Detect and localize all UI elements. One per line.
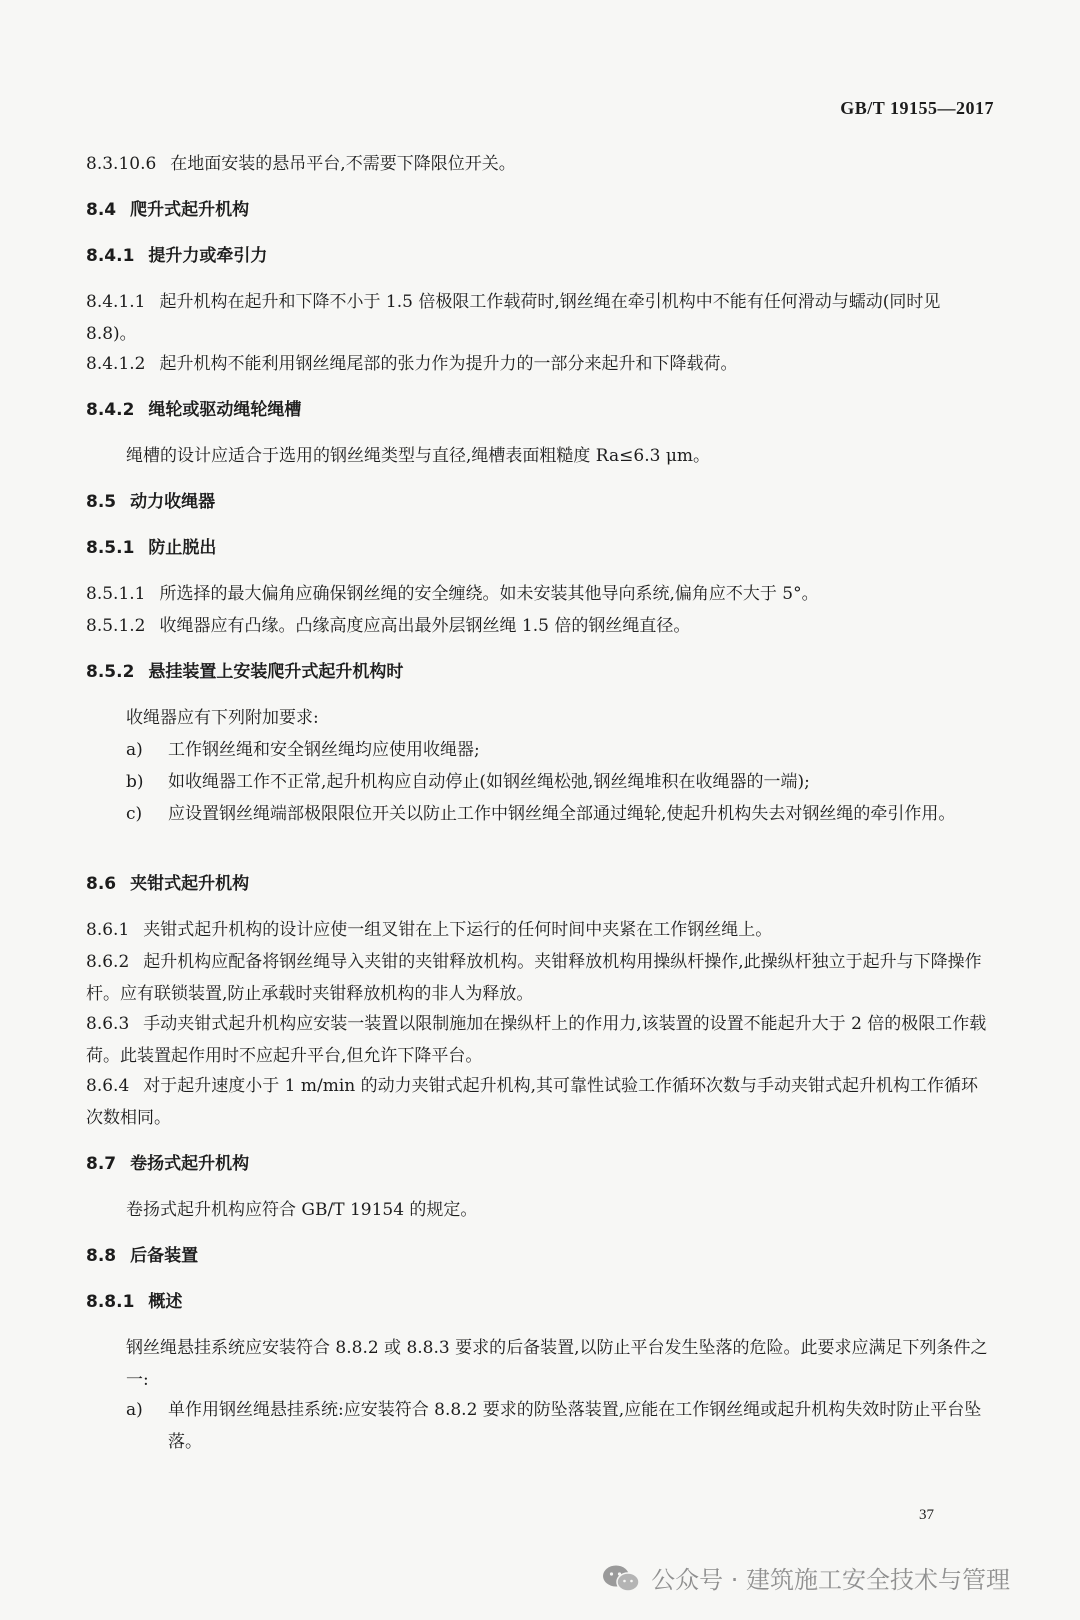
clause-number: 8.8.1: [86, 1292, 135, 1312]
clause-number: 8.5.1: [86, 538, 135, 558]
section-heading-8-5-2: [86, 656, 994, 688]
paragraph-winch-hoist: [86, 1194, 994, 1226]
clause-number: 8.6.1: [86, 920, 130, 940]
section-heading-8-5: [86, 486, 994, 518]
paragraph-groove-roughness: [86, 440, 994, 472]
clause-8-5-1-2: [86, 610, 994, 642]
list-item-text: 单作用钢丝绳悬挂系统:应安装符合 8.8.2 要求的防坠落装置,应能在工作钢丝绳或起升机构失效时防止平台坠落。: [168, 1400, 982, 1452]
clause-number: 8.6.4: [86, 1076, 130, 1096]
list-marker: a): [126, 1400, 143, 1420]
clause-8-6-2: [86, 946, 994, 1010]
list-item-text: 工作钢丝绳和安全钢丝绳均应使用收绳器;: [168, 740, 480, 760]
clause-8-6-1: [86, 914, 994, 946]
clause-text: 收绳器应有凸缘。凸缘高度应高出最外层钢丝绳 1.5 倍的钢丝绳直径。: [159, 616, 691, 636]
clause-text: 起升机构应配备将钢丝绳导入夹钳的夹钳释放机构。夹钳释放机构用操纵杆操作,此操纵杆独立于起升与下降操作杆。应有联锁装置,防止承载时夹钳释放机构的非人为释放。: [86, 952, 982, 1004]
clause-8-6-4: [86, 1070, 994, 1134]
heading-text: 动力收绳器: [130, 492, 216, 512]
clause-number: 8.5.1.1: [86, 584, 146, 604]
paragraph-additional-requirements: [86, 702, 994, 734]
standard-code: GB/T 19155—2017: [840, 98, 994, 118]
section-heading-8-6: [86, 868, 994, 900]
section-heading-8-4-1: [86, 240, 994, 272]
clause-number: 8.4: [86, 200, 117, 220]
paragraph-text: 卷扬式起升机构应符合 GB/T 19154 的规定。: [126, 1200, 478, 1220]
clause-8-4-1-1: [86, 286, 994, 350]
list-item-text: 如收绳器工作不正常,起升机构应自动停止(如钢丝绳松弛,钢丝绳堆积在收绳器的一端);: [168, 772, 810, 792]
clause-number: 8.6.2: [86, 952, 130, 972]
heading-text: 卷扬式起升机构: [130, 1154, 250, 1174]
list-item-a: [86, 734, 994, 766]
list-item-a-single-acting: [86, 1394, 994, 1458]
list-marker: a): [126, 740, 143, 760]
paragraph-backup-device: [86, 1332, 994, 1396]
clause-number: 8.4.2: [86, 400, 135, 420]
clause-8-5-1-1: [86, 578, 994, 610]
clause-number: 8.7: [86, 1154, 117, 1174]
clause-text: 起升机构不能利用钢丝绳尾部的张力作为提升力的一部分来起升和下降载荷。: [159, 354, 738, 374]
list-item-text: 应设置钢丝绳端部极限限位开关以防止工作中钢丝绳全部通过绳轮,使起升机构失去对钢丝绳的牵引作用。: [168, 804, 956, 824]
page-number: 37: [919, 1507, 934, 1523]
heading-text: 绳轮或驱动绳轮绳槽: [148, 400, 302, 420]
paragraph-text: 收绳器应有下列附加要求:: [126, 708, 319, 728]
list-marker: b): [126, 772, 144, 792]
clause-text: 在地面安装的悬吊平台,不需要下降限位开关。: [170, 154, 516, 174]
clause-8-3-10-6: [86, 148, 994, 180]
heading-text: 防止脱出: [148, 538, 217, 558]
clause-number: 8.6.3: [86, 1014, 130, 1034]
clause-number: 8.8: [86, 1246, 117, 1266]
section-heading-8-8-1: [86, 1286, 994, 1318]
watermark-text: 公众号 · 建筑施工安全技术与管理: [651, 1566, 1010, 1594]
clause-8-6-3: [86, 1008, 994, 1072]
clause-number: 8.3.10.6: [86, 154, 157, 174]
section-heading-8-4: [86, 194, 994, 226]
heading-text: 提升力或牵引力: [148, 246, 268, 266]
wechat-icon: [601, 1563, 641, 1593]
clause-number: 8.5.1.2: [86, 616, 146, 636]
clause-number: 8.4.1.2: [86, 354, 146, 374]
heading-text: 爬升式起升机构: [130, 200, 250, 220]
list-item-c: [86, 798, 994, 830]
clause-number: 8.4.1: [86, 246, 135, 266]
clause-number: 8.5.2: [86, 662, 135, 682]
list-item-b: [86, 766, 994, 798]
wechat-watermark: [601, 1560, 1010, 1595]
clause-number: 8.4.1.1: [86, 292, 146, 312]
section-heading-8-8: [86, 1240, 994, 1272]
clause-text: 手动夹钳式起升机构应安装一装置以限制施加在操纵杆上的作用力,该装置的设置不能起升大于 2 倍的极限工作载荷。此装置起作用时不应起升平台,但允许下降平台。: [86, 1014, 987, 1066]
heading-text: 悬挂装置上安装爬升式起升机构时: [148, 662, 404, 682]
clause-text: 夹钳式起升机构的设计应使一组叉钳在上下运行的任何时间中夹紧在工作钢丝绳上。: [143, 920, 773, 940]
clause-8-4-1-2: [86, 348, 994, 380]
paragraph-text: 钢丝绳悬挂系统应安装符合 8.8.2 或 8.8.3 要求的后备装置,以防止平台发生坠落的危险。此要求应满足下列条件之一:: [126, 1338, 988, 1390]
paragraph-text: 绳槽的设计应适合于选用的钢丝绳类型与直径,绳槽表面粗糙度 Ra≤6.3 μm。: [126, 446, 710, 466]
clause-number: 8.6: [86, 874, 117, 894]
heading-text: 夹钳式起升机构: [130, 874, 250, 894]
heading-text: 概述: [148, 1292, 183, 1312]
heading-text: 后备装置: [130, 1246, 199, 1266]
section-heading-8-4-2: [86, 394, 994, 426]
clause-text: 起升机构在起升和下降不小于 1.5 倍极限工作载荷时,钢丝绳在牵引机构中不能有任何滑动与蠕动(同时见 8.8)。: [86, 292, 941, 344]
clause-text: 对于起升速度小于 1 m/min 的动力夹钳式起升机构,其可靠性试验工作循环次数与手动夹钳式起升机构工作循环次数相同。: [86, 1076, 979, 1128]
clause-number: 8.5: [86, 492, 117, 512]
list-marker: c): [126, 804, 143, 824]
section-heading-8-5-1: [86, 532, 994, 564]
section-heading-8-7: [86, 1148, 994, 1180]
clause-text: 所选择的最大偏角应确保钢丝绳的安全缠绕。如未安装其他导向系统,偏角应不大于 5°。: [159, 584, 819, 604]
